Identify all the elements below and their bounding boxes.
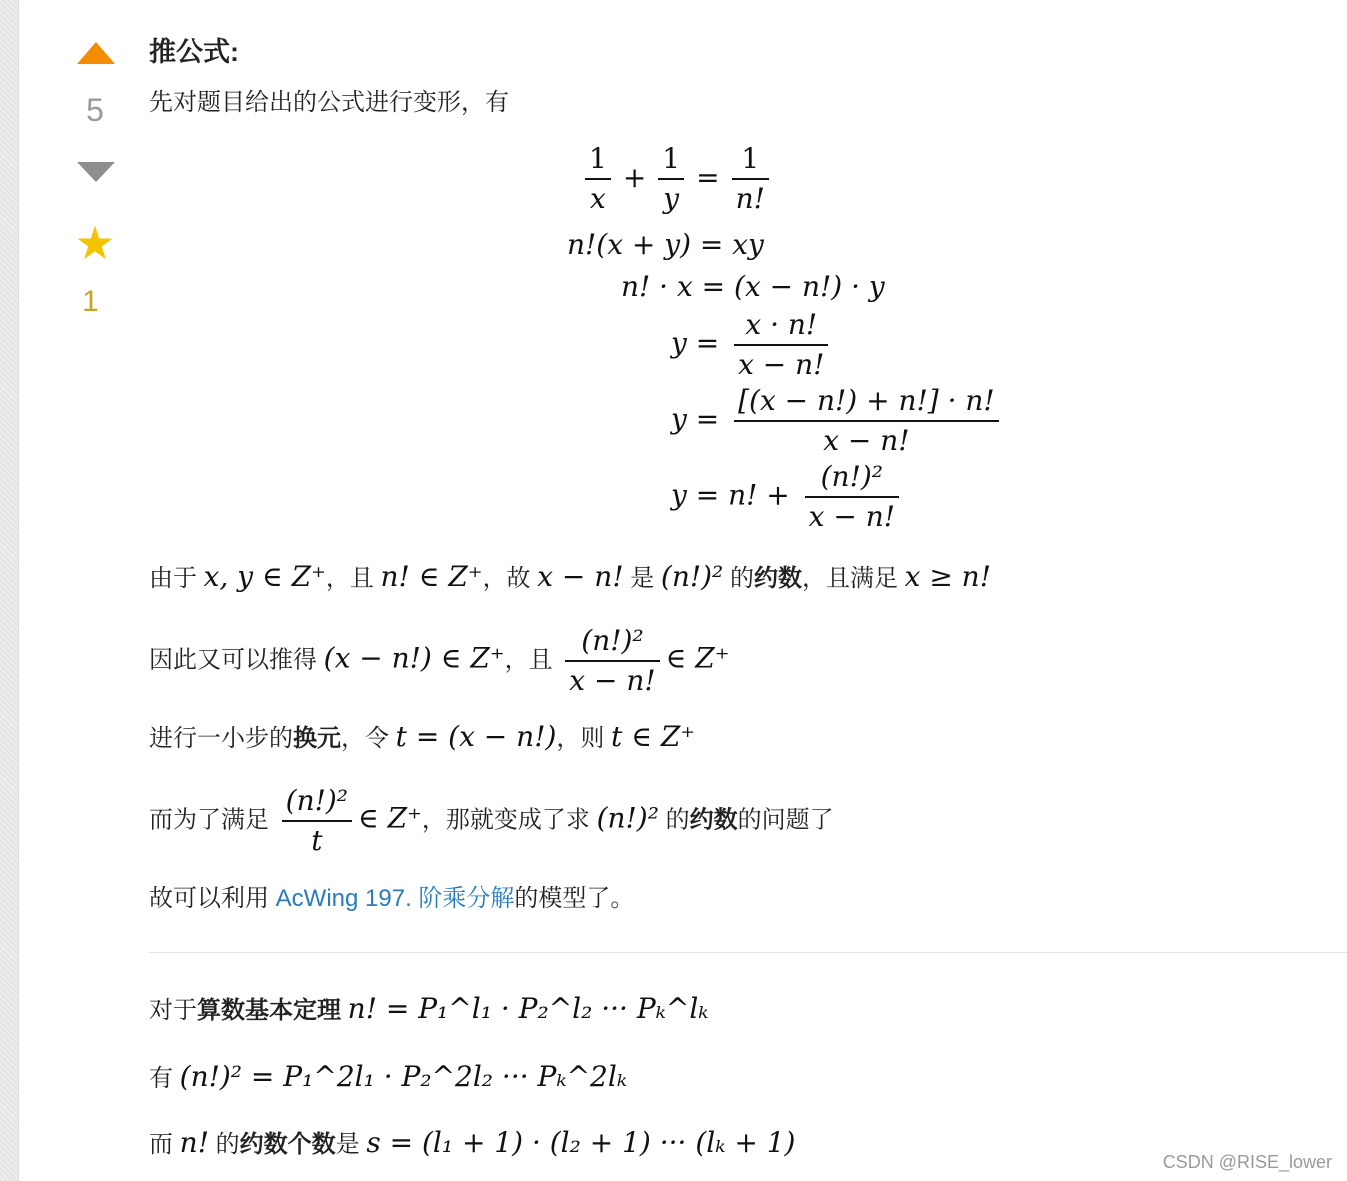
section-heading: 推公式:	[149, 37, 239, 67]
star-icon[interactable]: ★	[74, 217, 116, 269]
eq1-num2: 1	[662, 142, 681, 175]
eq1-den1: x	[585, 178, 611, 218]
since-math-2: n! ∈ Z⁺	[380, 560, 483, 593]
therefore-text-1: 因此又可以推得	[149, 646, 324, 674]
square-math-1: (n!)² = P₁^2l₁ · P₂^2l₂ ··· Pₖ^2lₖ	[179, 1060, 628, 1093]
subst-bold-substitution: 换元	[293, 725, 341, 752]
count-math-2: s = (l₁ + 1) · (l₂ + 1) ··· (lₖ + 1)	[366, 1126, 796, 1159]
section-divider	[149, 952, 1347, 953]
eq4-num: x · n!	[745, 308, 818, 341]
eq6-den: x − n!	[805, 496, 899, 536]
since-text-1: 由于	[149, 565, 204, 592]
satisfy-text-1: 而为了满足	[149, 806, 276, 834]
fta-line	[149, 992, 709, 1028]
eq5-lhs: y =	[671, 402, 720, 436]
satisfy-math-2: (n!)²	[596, 801, 659, 835]
fta-text-1: 对于	[149, 997, 197, 1024]
since-text-4: 是	[623, 565, 661, 592]
eq1-den2: y	[658, 178, 684, 218]
eq1-num1: 1	[589, 142, 607, 175]
divisor-count-line	[149, 1126, 795, 1162]
upvote-arrow-icon[interactable]	[77, 42, 115, 64]
count-math-1: n!	[179, 1126, 209, 1159]
since-math-1: x, y ∈ Z⁺	[203, 560, 326, 593]
equation-4	[671, 306, 834, 384]
favorite-count: 1	[82, 285, 99, 318]
subst-math-2: t ∈ Z⁺	[611, 720, 696, 753]
since-text-2: ，且	[325, 565, 381, 592]
equation-6	[671, 458, 905, 536]
model-text-1: 故可以利用	[149, 885, 276, 912]
satisfy-text-2: ，那就变成了求	[421, 806, 597, 834]
eq4-den: x − n!	[734, 344, 828, 384]
therefore-math-2: ∈ Z⁺	[665, 641, 730, 675]
since-text-6: ，且满足	[801, 565, 905, 592]
since-math-3: x − n!	[537, 560, 624, 593]
eq1-equals: =	[696, 160, 720, 194]
eq4-lhs: y =	[671, 326, 720, 360]
satisfy-frac-num: (n!)²	[285, 784, 349, 817]
count-bold-divisor-count: 约数个数	[239, 1131, 336, 1158]
since-text-3: ，故	[482, 565, 538, 592]
subst-text-3: ，则	[556, 725, 612, 752]
satisfy-frac-den: t	[282, 820, 352, 860]
downvote-arrow-icon[interactable]	[77, 162, 115, 182]
count-text-2: 的	[208, 1131, 240, 1158]
substitution-line	[149, 720, 695, 756]
count-text-1: 而	[149, 1131, 180, 1158]
satisfy-text-3: 的	[658, 806, 690, 834]
subst-math-1: t = (x − n!)	[395, 720, 557, 753]
satisfy-bold-divisor: 约数	[689, 806, 738, 834]
since-math-4: (n!)²	[660, 560, 724, 593]
answer-content	[149, 0, 1339, 1181]
eq1-rhs-den: n!	[732, 178, 769, 218]
since-line	[149, 560, 991, 596]
eq5-den: x − n!	[734, 420, 999, 460]
therefore-frac-den: x − n!	[565, 660, 659, 700]
satisfy-text-4: 的问题了	[737, 806, 834, 834]
vote-count: 5	[86, 92, 104, 128]
since-bold-divisor: 约数	[753, 565, 802, 592]
equation-1	[579, 140, 775, 218]
satisfy-line	[149, 782, 834, 860]
eq6-lhs: y = n! +	[671, 478, 790, 512]
derivation-equations	[149, 140, 1339, 540]
since-text-5: 的	[723, 565, 754, 592]
equation-3: n! · x = (x − n!) · y	[621, 270, 885, 303]
vote-column	[39, 0, 151, 340]
acwing-197-link[interactable]: AcWing 197. 阶乘分解	[275, 885, 515, 912]
therefore-frac-num: (n!)²	[581, 624, 644, 657]
equation-2: n!(x + y) = xy	[567, 228, 764, 261]
square-line	[149, 1060, 627, 1096]
therefore-line	[149, 622, 730, 700]
satisfy-math-1: ∈ Z⁺	[358, 801, 422, 835]
count-text-3: 是	[335, 1131, 367, 1158]
subst-text-2: ，令	[341, 725, 396, 752]
therefore-text-2: ，且	[504, 646, 560, 674]
therefore-math-1: (x − n!) ∈ Z⁺	[323, 641, 505, 675]
square-text-1: 有	[149, 1065, 180, 1092]
since-math-5: x ≥ n!	[904, 560, 991, 593]
page-background	[0, 0, 18, 1181]
model-text-2: 的模型了。	[514, 885, 635, 912]
subst-text-1: 进行一小步的	[149, 725, 293, 752]
satisfy-fraction	[282, 782, 352, 860]
fta-math-1: n! = P₁^l₁ · P₂^l₂ ··· Pₖ^lₖ	[347, 992, 709, 1025]
model-line	[149, 882, 634, 916]
equation-5	[671, 382, 1005, 460]
eq5-num: [(x − n!) + n!] · n!	[738, 384, 995, 417]
therefore-fraction	[565, 622, 659, 700]
eq6-num: (n!)²	[820, 460, 883, 493]
csdn-watermark: CSDN @RISE_lower	[1162, 1152, 1332, 1172]
fta-bold-theorem: 算数基本定理	[197, 997, 341, 1024]
answer-card	[18, 0, 1347, 1181]
eq1-rhs-num: 1	[741, 142, 760, 175]
intro-text: 先对题目给出的公式进行变形，有	[149, 89, 509, 116]
eq1-plus: +	[622, 160, 647, 194]
